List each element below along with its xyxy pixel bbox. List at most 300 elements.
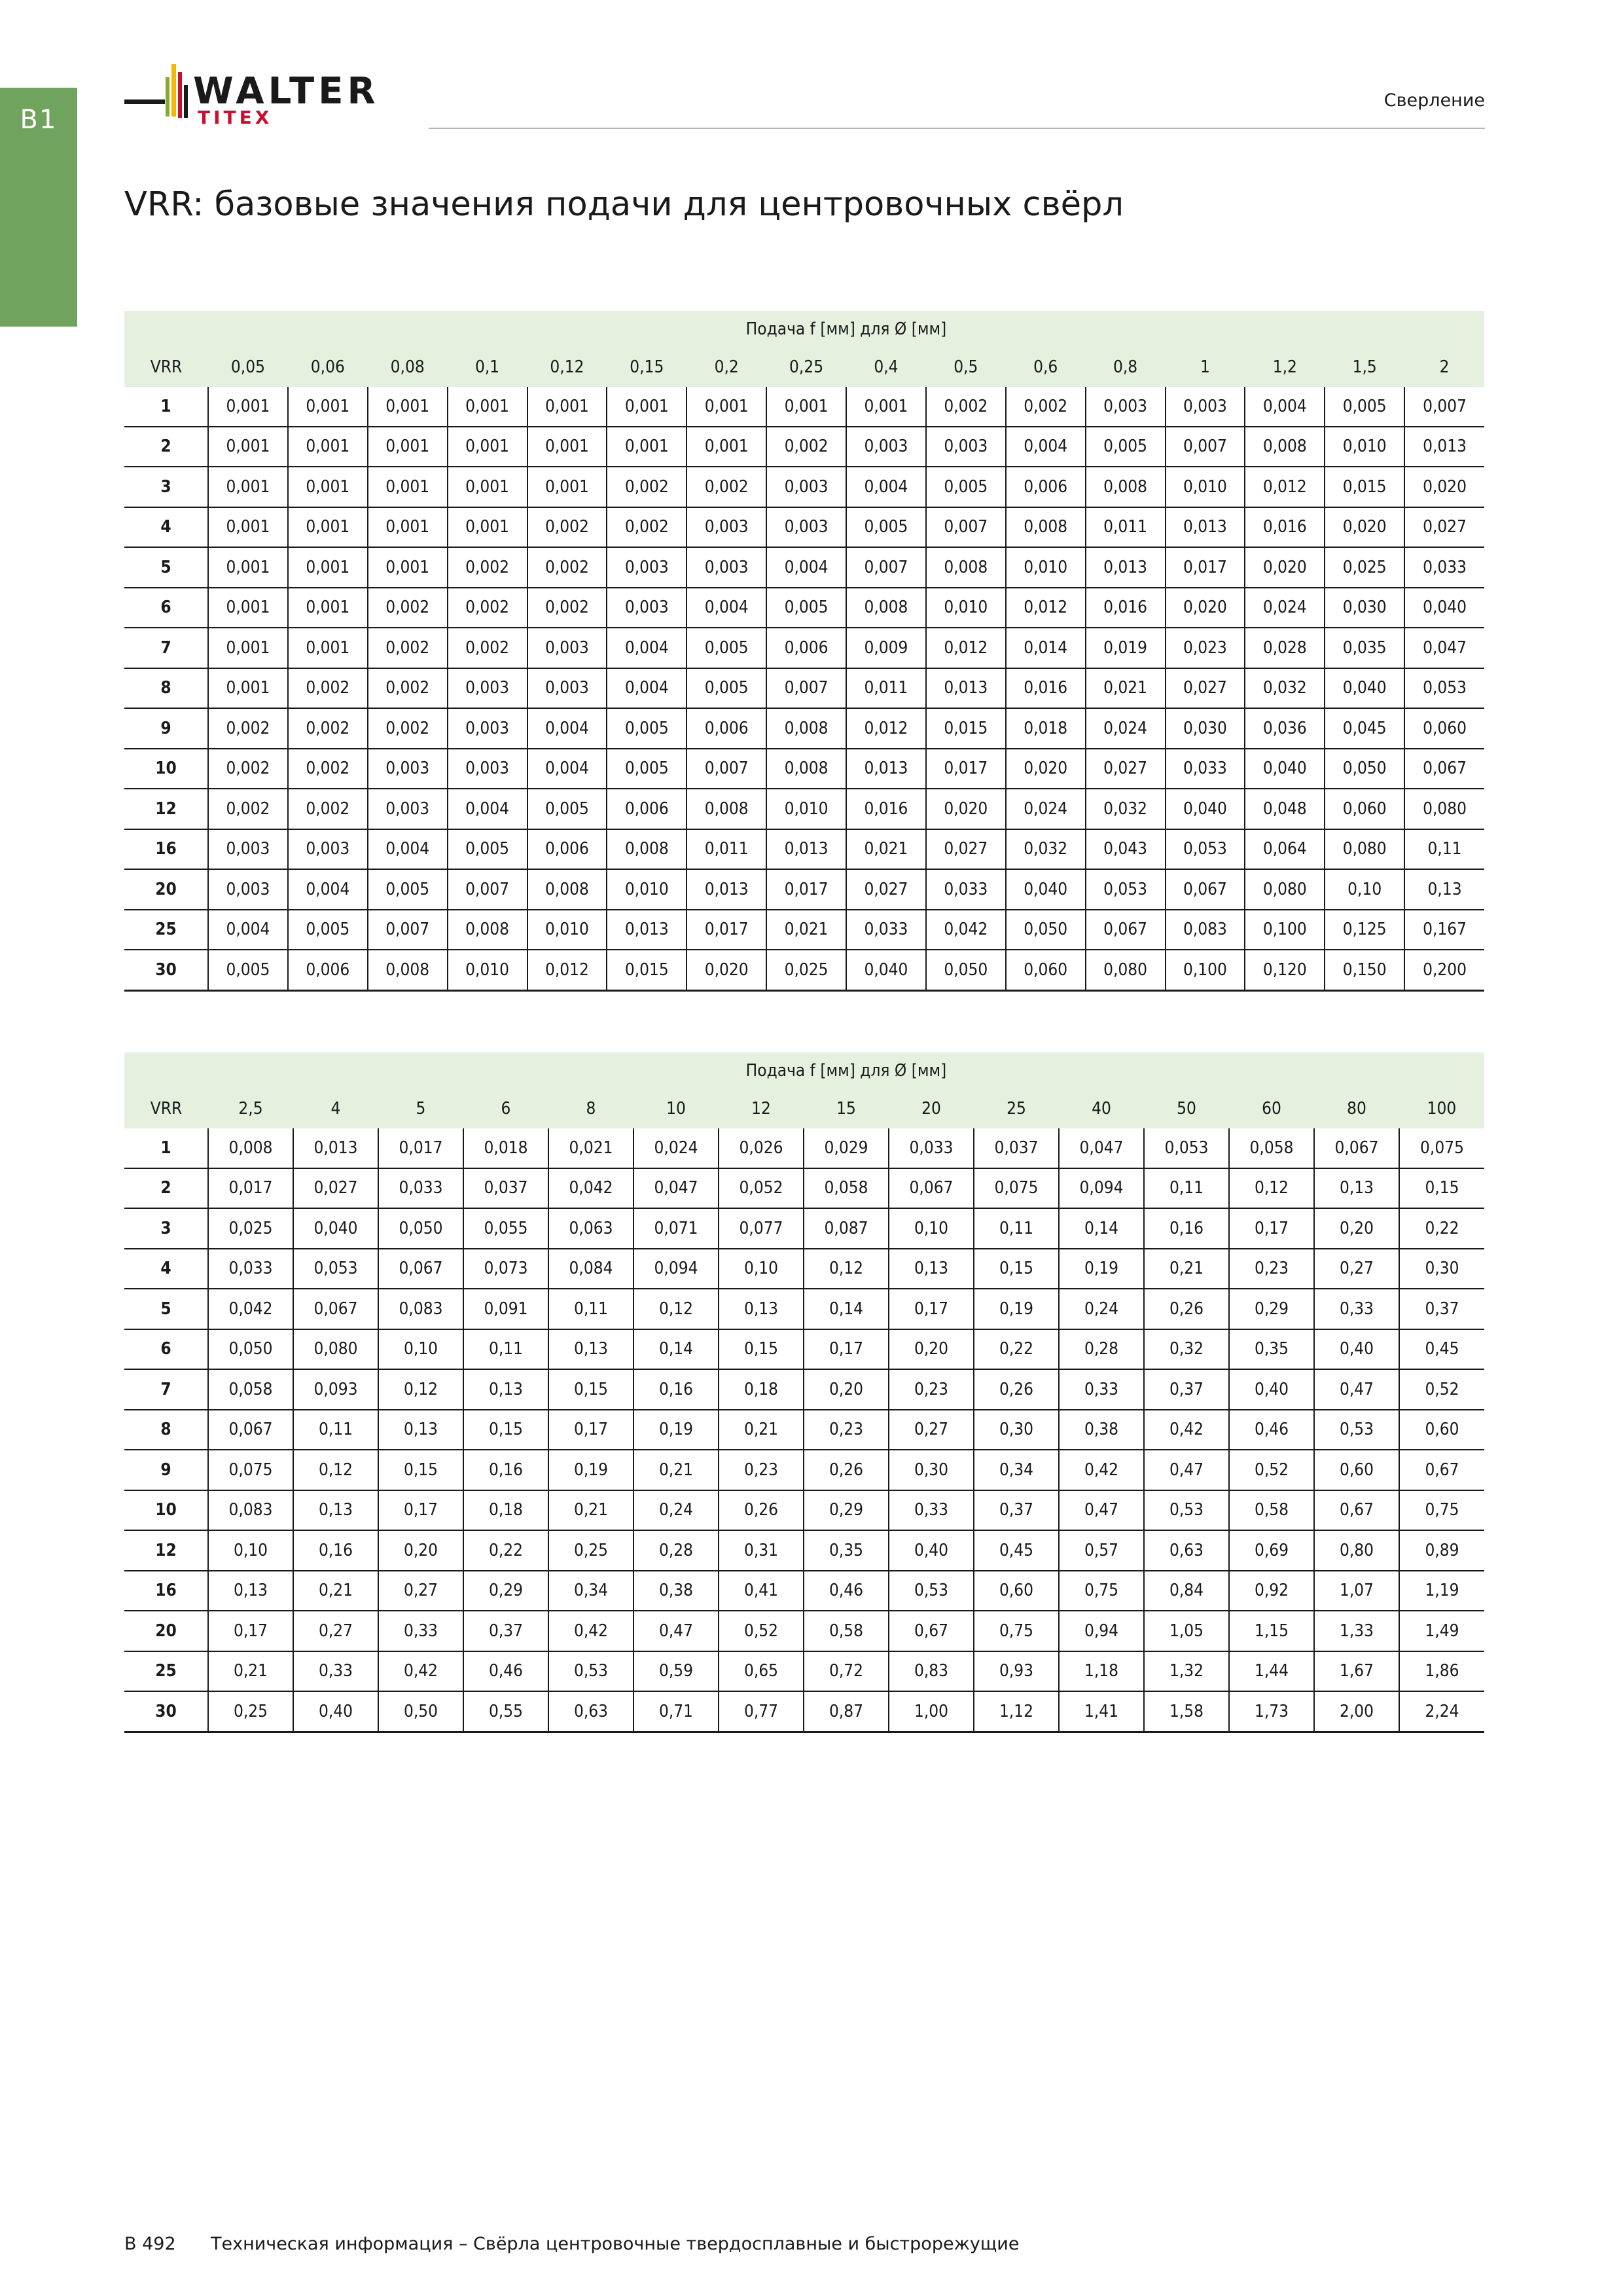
feed-value-cell: 0,064: [1245, 829, 1325, 870]
feed-value-cell: 0,010: [766, 789, 846, 829]
feed-value-cell: 0,006: [766, 628, 846, 668]
feed-value-cell: 0,002: [368, 668, 448, 709]
feed-value-cell: 0,004: [1006, 427, 1086, 467]
table-row: [124, 588, 1484, 628]
feed-value-cell: 0,21: [208, 1651, 293, 1692]
feed-value-cell: 0,024: [1245, 588, 1325, 628]
diameter-header: 0,06: [288, 348, 368, 387]
feed-value-cell: 0,050: [378, 1208, 463, 1249]
vrr-value: 5: [124, 547, 208, 588]
feed-value-cell: 0,002: [448, 628, 527, 668]
feed-value-cell: 0,003: [368, 749, 448, 789]
feed-value-cell: 0,14: [804, 1289, 889, 1329]
feed-value-cell: 0,002: [607, 467, 687, 507]
chapter-tab-label: B1: [20, 105, 58, 135]
feed-value-cell: 0,22: [1399, 1208, 1484, 1249]
feed-value-cell: 1,00: [889, 1691, 974, 1732]
feed-value-cell: 0,52: [1229, 1450, 1314, 1490]
feed-value-cell: 0,008: [846, 588, 926, 628]
feed-value-cell: 0,002: [527, 547, 607, 588]
diameter-header: 0,12: [527, 348, 607, 387]
feed-value-cell: 0,083: [378, 1289, 463, 1329]
diameter-header: 60: [1229, 1089, 1314, 1128]
diameter-header: 10: [633, 1089, 719, 1128]
feed-value-cell: 0,016: [1006, 668, 1086, 709]
feed-value-cell: 0,75: [1399, 1490, 1484, 1531]
feed-value-cell: 0,001: [448, 507, 527, 548]
feed-value-cell: 0,007: [1404, 387, 1484, 427]
vrr-value: 30: [124, 950, 208, 990]
feed-value-cell: 0,19: [633, 1410, 719, 1450]
feed-value-cell: 0,52: [1399, 1369, 1484, 1410]
feed-value-cell: 0,84: [1144, 1571, 1229, 1611]
diameter-header: 0,4: [846, 348, 926, 387]
feed-value-cell: 0,13: [548, 1329, 633, 1370]
feed-value-cell: 0,77: [719, 1691, 804, 1732]
feed-value-cell: 0,004: [607, 668, 687, 709]
feed-value-cell: 0,69: [1229, 1530, 1314, 1571]
vrr-value: 16: [124, 1571, 208, 1611]
table-row: [124, 708, 1484, 749]
feed-value-cell: 0,008: [607, 829, 687, 870]
logo-wordmark: WALTER: [193, 70, 380, 113]
feed-value-cell: 0,010: [1006, 547, 1086, 588]
feed-value-cell: 0,027: [293, 1168, 378, 1209]
vrr-column-header: VRR: [124, 348, 208, 387]
feed-value-cell: 0,047: [1404, 628, 1484, 668]
feed-value-cell: 0,017: [208, 1168, 293, 1209]
diameter-header: 20: [889, 1089, 974, 1128]
feed-value-cell: 0,020: [687, 950, 766, 990]
feed-value-cell: 0,23: [719, 1450, 804, 1490]
feed-value-cell: 0,75: [974, 1611, 1059, 1651]
feed-value-cell: 0,31: [719, 1530, 804, 1571]
diameter-header: 50: [1144, 1089, 1229, 1128]
feed-value-cell: 0,003: [926, 427, 1006, 467]
feed-value-cell: 0,15: [974, 1249, 1059, 1289]
feed-value-cell: 0,021: [1086, 668, 1166, 709]
feed-value-cell: 0,53: [548, 1651, 633, 1692]
feed-value-cell: 0,001: [527, 387, 607, 427]
feed-value-cell: 0,003: [846, 427, 926, 467]
feed-value-cell: 0,050: [1006, 910, 1086, 950]
feed-value-cell: 0,004: [607, 628, 687, 668]
feed-value-cell: 1,41: [1059, 1691, 1144, 1732]
diameter-header: 8: [548, 1089, 633, 1128]
feed-value-cell: 0,28: [1059, 1329, 1144, 1370]
feed-value-cell: 0,053: [1144, 1128, 1229, 1168]
feed-value-cell: 0,15: [719, 1329, 804, 1370]
feed-value-cell: 0,094: [1059, 1168, 1144, 1209]
feed-value-cell: 0,001: [766, 387, 846, 427]
feed-value-cell: 0,23: [804, 1410, 889, 1450]
feed-value-cell: 0,027: [1166, 668, 1245, 709]
table-row: [124, 467, 1484, 507]
feed-value-cell: 0,017: [378, 1128, 463, 1168]
feed-value-cell: 0,007: [687, 749, 766, 789]
page-title: VRR: базовые значения подачи для центровочных свёрл: [124, 185, 1124, 224]
feed-value-cell: 0,093: [293, 1369, 378, 1410]
feed-value-cell: 0,047: [1059, 1128, 1144, 1168]
feed-value-cell: 0,013: [926, 668, 1006, 709]
feed-value-cell: 0,001: [208, 588, 288, 628]
vrr-value: 8: [124, 668, 208, 709]
feed-value-cell: 0,040: [1245, 749, 1325, 789]
feed-value-cell: 0,002: [607, 507, 687, 548]
feed-value-cell: 0,60: [1314, 1450, 1399, 1490]
feed-value-cell: 0,003: [766, 467, 846, 507]
feed-value-cell: 0,003: [208, 869, 288, 910]
feed-value-cell: 0,016: [1086, 588, 1166, 628]
feed-value-cell: 0,033: [208, 1249, 293, 1289]
feed-value-cell: 0,035: [1325, 628, 1404, 668]
diameter-header: 2,5: [208, 1089, 293, 1128]
feed-value-cell: 0,11: [548, 1289, 633, 1329]
feed-value-cell: 0,016: [846, 789, 926, 829]
feed-value-cell: 0,010: [1166, 467, 1245, 507]
feed-value-cell: 0,013: [766, 829, 846, 870]
feed-value-cell: 0,002: [448, 547, 527, 588]
feed-value-cell: 0,003: [687, 547, 766, 588]
feed-value-cell: 0,037: [463, 1168, 548, 1209]
feed-value-cell: 0,020: [1166, 588, 1245, 628]
feed-value-cell: 0,008: [368, 950, 448, 990]
feed-value-cell: 1,73: [1229, 1691, 1314, 1732]
table-row: [124, 387, 1484, 427]
feed-value-cell: 0,005: [687, 668, 766, 709]
feed-value-cell: 0,001: [288, 507, 368, 548]
feed-value-cell: 0,008: [766, 708, 846, 749]
feed-value-cell: 0,008: [687, 789, 766, 829]
feed-value-cell: 0,17: [889, 1289, 974, 1329]
feed-value-cell: 0,002: [527, 588, 607, 628]
feed-value-cell: 0,28: [633, 1530, 719, 1571]
feed-value-cell: 0,011: [1086, 507, 1166, 548]
feed-value-cell: 0,002: [288, 749, 368, 789]
feed-value-cell: 0,033: [846, 910, 926, 950]
feed-value-cell: 0,27: [889, 1410, 974, 1450]
feed-value-cell: 0,46: [1229, 1410, 1314, 1450]
feed-value-cell: 0,033: [1166, 749, 1245, 789]
feed-value-cell: 0,42: [1059, 1450, 1144, 1490]
feed-value-cell: 0,16: [463, 1450, 548, 1490]
feed-value-cell: 0,010: [926, 588, 1006, 628]
feed-value-cell: 0,120: [1245, 950, 1325, 990]
feed-value-cell: 0,004: [527, 749, 607, 789]
feed-value-cell: 0,23: [1229, 1249, 1314, 1289]
table-row: [124, 869, 1484, 910]
feed-value-cell: 0,003: [527, 628, 607, 668]
feed-value-cell: 0,13: [378, 1410, 463, 1450]
feed-value-cell: 0,015: [926, 708, 1006, 749]
feed-value-cell: 0,001: [208, 387, 288, 427]
feed-value-cell: 0,003: [766, 507, 846, 548]
feed-value-cell: 0,075: [208, 1450, 293, 1490]
feed-value-cell: 0,002: [288, 668, 368, 709]
feed-value-cell: 0,167: [1404, 910, 1484, 950]
feed-value-cell: 0,008: [766, 749, 846, 789]
feed-value-cell: 0,015: [1325, 467, 1404, 507]
feed-value-cell: 0,008: [1245, 427, 1325, 467]
feed-value-cell: 0,26: [804, 1450, 889, 1490]
feed-value-cell: 0,32: [1144, 1329, 1229, 1370]
diameter-header: 1,5: [1325, 348, 1404, 387]
feed-value-cell: 0,024: [1086, 708, 1166, 749]
feed-value-cell: 0,075: [1399, 1128, 1484, 1168]
feed-value-cell: 0,005: [208, 950, 288, 990]
feed-value-cell: 0,21: [1144, 1249, 1229, 1289]
vrr-value: 1: [124, 387, 208, 427]
feed-value-cell: 0,94: [1059, 1611, 1144, 1651]
feed-value-cell: 0,004: [527, 708, 607, 749]
feed-value-cell: 0,045: [1325, 708, 1404, 749]
feed-value-cell: 0,058: [804, 1168, 889, 1209]
feed-value-cell: 0,012: [846, 708, 926, 749]
feed-value-cell: 0,93: [974, 1651, 1059, 1692]
feed-value-cell: 0,63: [1144, 1530, 1229, 1571]
feed-value-cell: 0,063: [548, 1208, 633, 1249]
feed-value-cell: 0,19: [974, 1289, 1059, 1329]
feed-value-cell: 0,002: [448, 588, 527, 628]
feed-value-cell: 0,17: [378, 1490, 463, 1531]
feed-value-cell: 0,052: [719, 1168, 804, 1209]
feed-value-cell: 0,001: [368, 507, 448, 548]
feed-value-cell: 0,012: [926, 628, 1006, 668]
feed-value-cell: 0,027: [1086, 749, 1166, 789]
feed-value-cell: 0,58: [804, 1611, 889, 1651]
vrr-value: 1: [124, 1128, 208, 1168]
feed-value-cell: 0,006: [687, 708, 766, 749]
feed-value-cell: 0,077: [719, 1208, 804, 1249]
feed-super-header: Подача f [мм] для Ø [мм]: [208, 311, 1484, 348]
vrr-value: 2: [124, 427, 208, 467]
feed-value-cell: 0,001: [846, 387, 926, 427]
feed-value-cell: 0,032: [1245, 668, 1325, 709]
feed-value-cell: 0,26: [974, 1369, 1059, 1410]
table-row: [124, 547, 1484, 588]
feed-value-cell: 0,13: [1314, 1168, 1399, 1209]
feed-value-cell: 1,49: [1399, 1611, 1484, 1651]
feed-value-cell: 0,083: [208, 1490, 293, 1531]
diameter-header: 4: [293, 1089, 378, 1128]
feed-value-cell: 0,10: [1325, 869, 1404, 910]
vrr-value: 16: [124, 829, 208, 870]
vrr-value: 4: [124, 507, 208, 548]
feed-value-cell: 0,27: [378, 1571, 463, 1611]
feed-value-cell: 0,003: [448, 668, 527, 709]
feed-value-cell: 2,24: [1399, 1691, 1484, 1732]
feed-value-cell: 0,21: [633, 1450, 719, 1490]
table-row: [124, 1289, 1484, 1329]
feed-value-cell: 0,094: [633, 1249, 719, 1289]
table-row: [124, 1450, 1484, 1490]
vrr-value: 7: [124, 1369, 208, 1410]
feed-value-cell: 1,19: [1399, 1571, 1484, 1611]
feed-value-cell: 0,084: [548, 1249, 633, 1289]
feed-value-cell: 0,13: [463, 1369, 548, 1410]
feed-value-cell: 0,18: [463, 1490, 548, 1531]
feed-value-cell: 0,011: [687, 829, 766, 870]
feed-value-cell: 0,042: [926, 910, 1006, 950]
feed-value-cell: 0,006: [288, 950, 368, 990]
diameter-header: 0,08: [368, 348, 448, 387]
feed-value-cell: 0,080: [1086, 950, 1166, 990]
feed-value-cell: 0,47: [633, 1611, 719, 1651]
feed-value-cell: 0,033: [889, 1128, 974, 1168]
feed-value-cell: 0,47: [1059, 1490, 1144, 1531]
feed-value-cell: 0,002: [208, 789, 288, 829]
feed-value-cell: 0,017: [926, 749, 1006, 789]
feed-value-cell: 0,92: [1229, 1571, 1314, 1611]
feed-value-cell: 0,018: [463, 1128, 548, 1168]
feed-value-cell: 0,35: [804, 1530, 889, 1571]
feed-value-cell: 0,029: [804, 1128, 889, 1168]
feed-value-cell: 0,37: [974, 1490, 1059, 1531]
feed-value-cell: 0,017: [766, 869, 846, 910]
feed-value-cell: 0,005: [1325, 387, 1404, 427]
feed-value-cell: 0,001: [288, 387, 368, 427]
feed-value-cell: 0,020: [1245, 547, 1325, 588]
feed-value-cell: 0,10: [378, 1329, 463, 1370]
feed-value-cell: 0,008: [208, 1128, 293, 1168]
feed-value-cell: 0,040: [1404, 588, 1484, 628]
vrr-value: 12: [124, 789, 208, 829]
diameter-header: 0,6: [1006, 348, 1086, 387]
feed-value-cell: 0,87: [804, 1691, 889, 1732]
feed-value-cell: 0,037: [974, 1128, 1059, 1168]
feed-value-cell: 0,013: [607, 910, 687, 950]
diameter-header: 0,05: [208, 348, 288, 387]
feed-value-cell: 0,080: [293, 1329, 378, 1370]
chapter-tab: [0, 88, 77, 327]
page-footer: [124, 2234, 1019, 2254]
feed-value-cell: 0,33: [293, 1651, 378, 1692]
feed-value-cell: 0,027: [926, 829, 1006, 870]
feed-value-cell: 0,004: [766, 547, 846, 588]
feed-value-cell: 0,040: [846, 950, 926, 990]
feed-value-cell: 0,007: [766, 668, 846, 709]
feed-value-cell: 0,65: [719, 1651, 804, 1692]
feed-value-cell: 0,005: [448, 829, 527, 870]
diameter-header: 100: [1399, 1089, 1484, 1128]
feed-value-cell: 0,33: [1314, 1289, 1399, 1329]
feed-value-cell: 0,013: [846, 749, 926, 789]
feed-value-cell: 0,021: [766, 910, 846, 950]
table-row: [124, 507, 1484, 548]
feed-value-cell: 0,12: [378, 1369, 463, 1410]
feed-value-cell: 0,007: [448, 869, 527, 910]
feed-value-cell: 0,008: [1086, 467, 1166, 507]
feed-value-cell: 0,007: [368, 910, 448, 950]
diameter-header: 5: [378, 1089, 463, 1128]
feed-value-cell: 0,003: [1086, 387, 1166, 427]
feed-value-cell: 0,89: [1399, 1530, 1484, 1571]
feed-value-cell: 0,005: [687, 628, 766, 668]
feed-value-cell: 0,71: [633, 1691, 719, 1732]
feed-value-cell: 0,080: [1245, 869, 1325, 910]
table-row: [124, 668, 1484, 709]
feed-value-cell: 0,200: [1404, 950, 1484, 990]
feed-value-cell: 0,011: [846, 668, 926, 709]
diameter-header: 1,2: [1245, 348, 1325, 387]
feed-value-cell: 0,021: [846, 829, 926, 870]
feed-value-cell: 0,26: [719, 1490, 804, 1531]
diameter-header: 25: [974, 1089, 1059, 1128]
feed-value-cell: 0,017: [687, 910, 766, 950]
feed-value-cell: 0,009: [846, 628, 926, 668]
diameter-header: 0,1: [448, 348, 527, 387]
feed-value-cell: 0,22: [974, 1329, 1059, 1370]
feed-value-cell: 0,050: [926, 950, 1006, 990]
vrr-value: 10: [124, 1490, 208, 1531]
feed-value-cell: 0,001: [607, 427, 687, 467]
footer-text: Техническая информация – Свёрла центровочные твердосплавные и быстрорежущие: [211, 2234, 1020, 2254]
feed-value-cell: 0,001: [208, 547, 288, 588]
feed-value-cell: 0,032: [1086, 789, 1166, 829]
feed-value-cell: 1,07: [1314, 1571, 1399, 1611]
feed-value-cell: 0,26: [1144, 1289, 1229, 1329]
feed-value-cell: 0,030: [1166, 708, 1245, 749]
feed-value-cell: 0,001: [448, 467, 527, 507]
feed-value-cell: 0,001: [527, 427, 607, 467]
table-row: [124, 1651, 1484, 1692]
feed-value-cell: 0,003: [1166, 387, 1245, 427]
table-row: [124, 789, 1484, 829]
feed-table-large-diameters: [124, 1052, 1484, 1733]
feed-value-cell: 0,10: [208, 1530, 293, 1571]
feed-value-cell: 0,003: [448, 749, 527, 789]
feed-table-small-diameters: [124, 311, 1484, 992]
header-divider: [429, 128, 1485, 129]
feed-value-cell: 0,060: [1325, 789, 1404, 829]
feed-value-cell: 0,001: [368, 427, 448, 467]
feed-value-cell: 0,67: [1314, 1490, 1399, 1531]
feed-value-cell: 0,72: [804, 1651, 889, 1692]
feed-value-cell: 0,017: [1166, 547, 1245, 588]
feed-value-cell: 0,028: [1245, 628, 1325, 668]
feed-value-cell: 0,003: [208, 829, 288, 870]
feed-value-cell: 0,013: [1166, 507, 1245, 548]
feed-value-cell: 0,37: [463, 1611, 548, 1651]
feed-value-cell: 0,16: [1144, 1208, 1229, 1249]
feed-value-cell: 0,11: [1404, 829, 1484, 870]
page-number: B 492: [124, 2234, 176, 2254]
vrr-value: 20: [124, 1611, 208, 1651]
feed-value-cell: 0,003: [687, 507, 766, 548]
feed-value-cell: 0,001: [208, 427, 288, 467]
feed-value-cell: 0,40: [1314, 1329, 1399, 1370]
feed-value-cell: 0,027: [846, 869, 926, 910]
feed-value-cell: 0,005: [1086, 427, 1166, 467]
table-row: [124, 950, 1484, 990]
feed-value-cell: 0,27: [1314, 1249, 1399, 1289]
feed-value-cell: 0,005: [527, 789, 607, 829]
feed-value-cell: 0,33: [1059, 1369, 1144, 1410]
feed-value-cell: 0,005: [926, 467, 1006, 507]
feed-value-cell: 0,003: [368, 789, 448, 829]
feed-value-cell: 0,001: [288, 547, 368, 588]
feed-value-cell: 0,17: [804, 1329, 889, 1370]
feed-value-cell: 0,35: [1229, 1329, 1314, 1370]
feed-value-cell: 0,058: [1229, 1128, 1314, 1168]
feed-value-cell: 0,30: [889, 1450, 974, 1490]
table-row: [124, 1571, 1484, 1611]
feed-value-cell: 0,100: [1166, 950, 1245, 990]
feed-value-cell: 0,014: [1006, 628, 1086, 668]
table-row: [124, 829, 1484, 870]
feed-value-cell: 0,033: [926, 869, 1006, 910]
feed-value-cell: 0,46: [463, 1651, 548, 1692]
